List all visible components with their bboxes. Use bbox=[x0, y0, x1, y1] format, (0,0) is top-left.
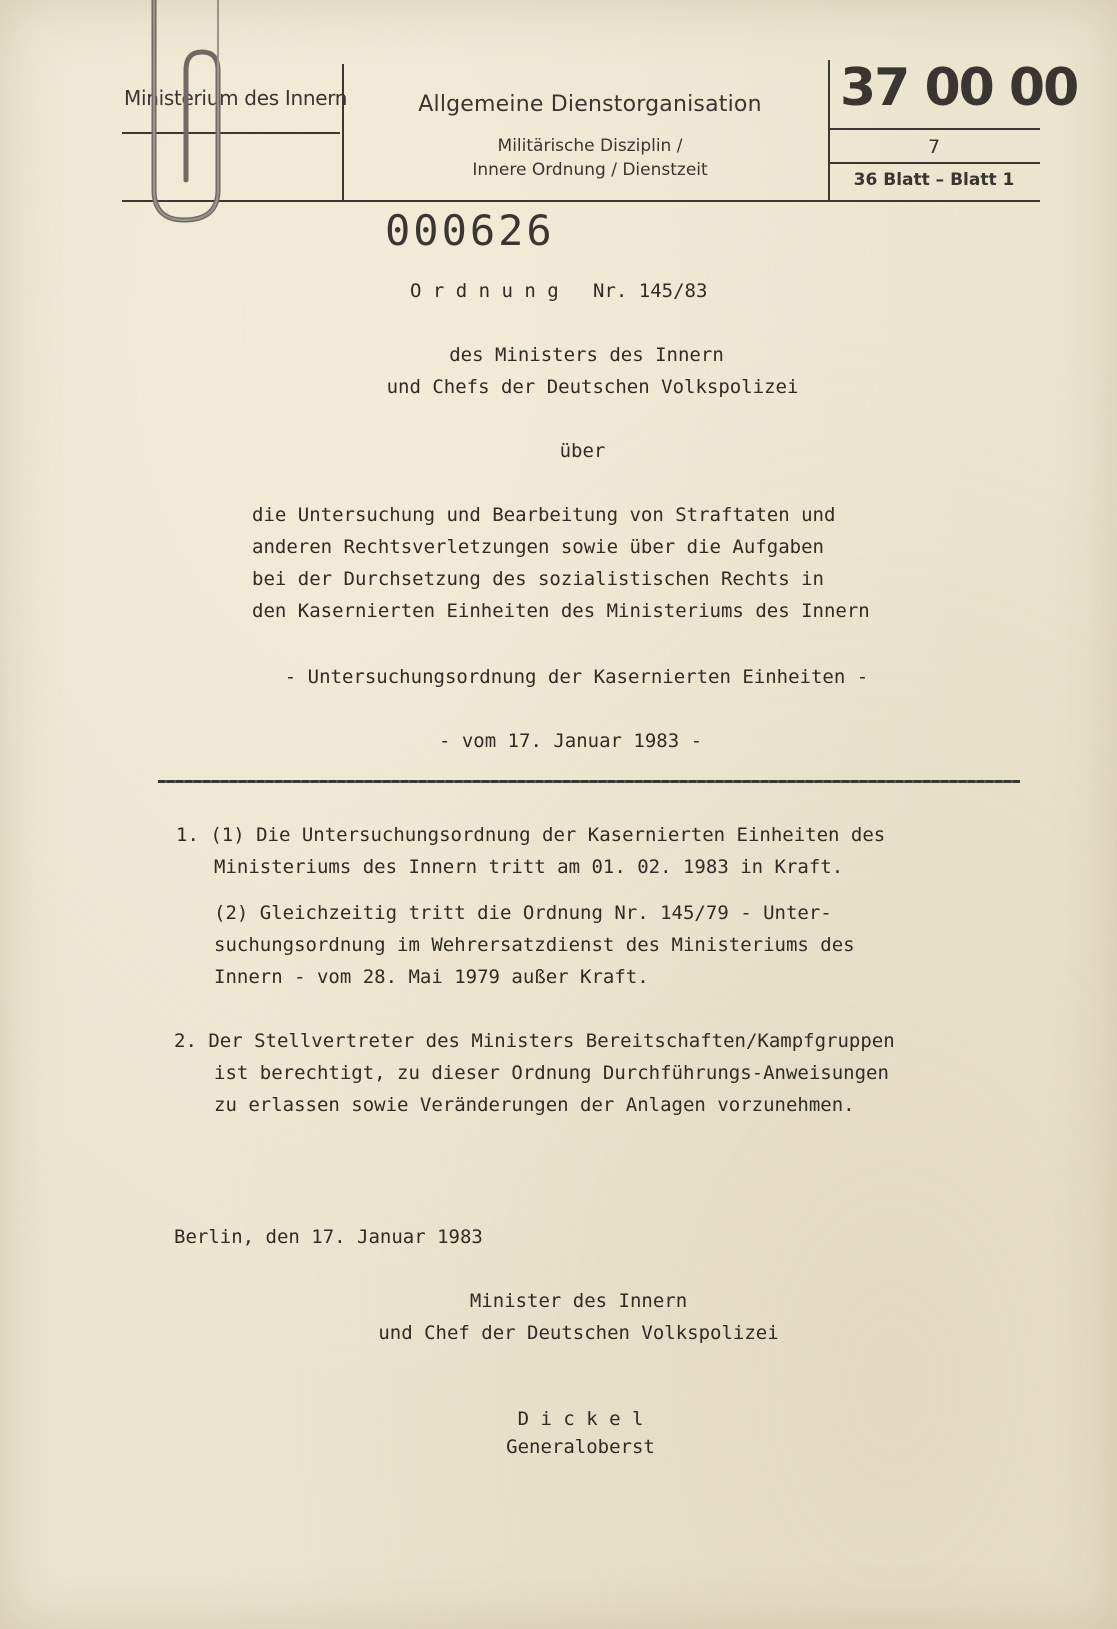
subject-line-3: bei der Durchsetzung des sozialistischen Rechts in bbox=[252, 568, 824, 590]
signer-name: D i c k e l bbox=[517, 1408, 644, 1430]
subject-line-1: die Untersuchung und Bearbeitung von Straftaten und bbox=[252, 504, 836, 526]
document-subnumber: 7 bbox=[927, 136, 941, 158]
issuer-line-2: und Chefs der Deutschen Volkspolizei bbox=[386, 376, 799, 398]
stamp-number: 000626 bbox=[385, 206, 555, 255]
section-1-para-2-line-2: suchungsordnung im Wehrersatzdienst des Ministeriums des bbox=[214, 934, 855, 956]
section-1-para-2-line-1: (2) Gleichzeitig tritt die Ordnung Nr. 145/79 - Unter- bbox=[214, 902, 832, 924]
issuer-line-1: des Ministers des Innern bbox=[449, 344, 724, 366]
signer-title-2: und Chef der Deutschen Volkspolizei bbox=[378, 1322, 779, 1344]
signer-title-1: Minister des Innern bbox=[469, 1290, 688, 1312]
header-subtitle-line2: Innere Ordnung / Dienstzeit bbox=[472, 160, 708, 180]
section-1-para-2-line-3: Innern - vom 28. Mai 1979 außer Kraft. bbox=[214, 966, 649, 988]
sheet-info: 36 Blatt – Blatt 1 bbox=[853, 170, 1015, 190]
header-title: Allgemeine Dienstorganisation bbox=[418, 92, 762, 117]
place-date: Berlin, den 17. Januar 1983 bbox=[174, 1226, 483, 1248]
section-1-para-1-line-2: Ministeriums des Innern tritt am 01. 02. 1983 in Kraft. bbox=[214, 856, 844, 878]
section-2-line-2: ist berechtigt, zu dieser Ordnung Durchführungs-Anweisungen bbox=[214, 1062, 889, 1084]
document-number: 37 00 00 bbox=[840, 58, 1078, 118]
order-heading: O r d n u n g Nr. 145/83 bbox=[410, 280, 708, 302]
section-2-line-1: 2. Der Stellvertreter des Ministers Bereitschaften/Kampfgruppen bbox=[174, 1030, 895, 1052]
signer-rank: Generaloberst bbox=[506, 1436, 655, 1458]
section-2-line-3: zu erlassen sowie Veränderungen der Anlagen vorzunehmen. bbox=[214, 1094, 855, 1116]
section-1-para-1-line-1: 1. (1) Die Untersuchungsordnung der Kasernierten Einheiten des bbox=[176, 824, 886, 846]
header-rule-bottom bbox=[122, 200, 1040, 202]
subject-line-2: anderen Rechtsverletzungen sowie über die Aufgaben bbox=[252, 536, 824, 558]
paperclip-icon bbox=[140, 0, 250, 230]
header-divider-2 bbox=[828, 60, 830, 200]
order-date-line: - vom 17. Januar 1983 - bbox=[438, 730, 703, 752]
ministry-label: Ministerium des Innern bbox=[124, 86, 348, 110]
header-rule-sub bbox=[828, 162, 1040, 164]
short-title: - Untersuchungsordnung der Kasernierten Einheiten - bbox=[284, 666, 869, 688]
header-divider-1 bbox=[342, 64, 344, 202]
header-subtitle-line1: Militärische Disziplin / bbox=[497, 136, 683, 156]
separator-line bbox=[158, 780, 1020, 783]
subject-line-4: den Kasernierten Einheiten des Ministeriums des Innern bbox=[252, 600, 870, 622]
header-rule-number bbox=[828, 128, 1040, 130]
about-word: über bbox=[559, 440, 606, 462]
